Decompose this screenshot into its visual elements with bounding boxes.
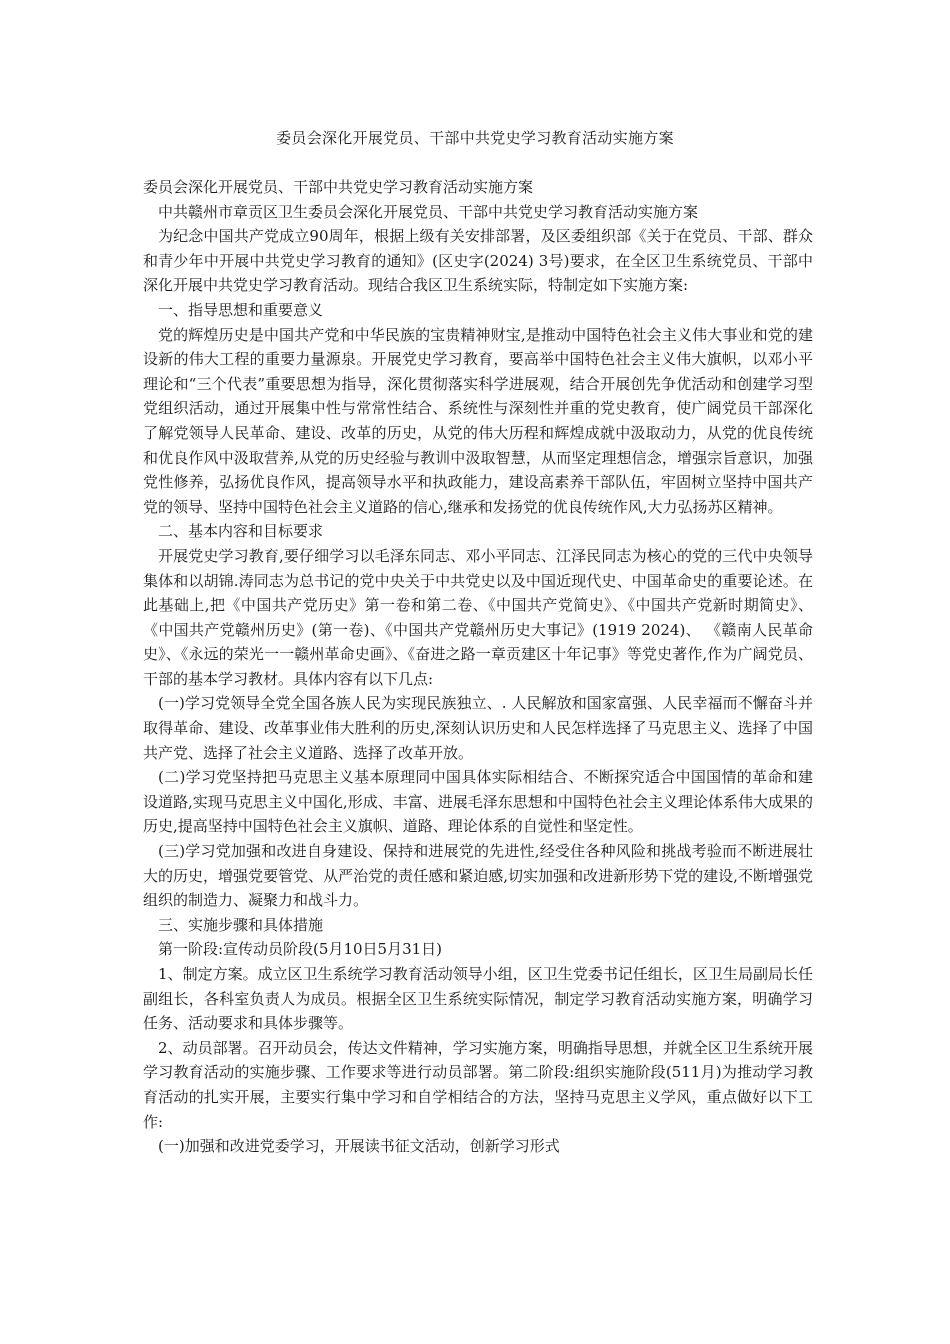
- paragraph-subheading: 中共赣州市章贡区卫生委员会深化开展党员、干部中共党史学习教育活动实施方案: [158, 202, 699, 221]
- section-heading-3: 三、实施步骤和具体措施: [158, 915, 324, 934]
- paragraph-step-2: 2、动员部署。召开动员会，传达文件精神，学习实施方案，明确指导思想，并就全区卫生系统开展学习教育活动的实施步骤、工作要求等进行动员部署。第二阶段:组织实施阶段(511月)为推动学习教育活动的扎实开展，主要实行集中学习和自学相结合的方法，坚持马克思主义学风，重点做好以下工作:: [143, 1038, 813, 1131]
- section-heading-2: 二、基本内容和目标要求: [158, 522, 324, 541]
- paragraph-item-3: (三)学习党加强和改进自身建设、保持和进展党的先进性,经受住各种风险和挑战考验而不断进展壮大的历史，增强党要管党、从严治党的责任感和紧迫感,切实加强和改进新形势下党的建设,不断增强党组织的制造力、凝聚力和战斗力。: [143, 842, 813, 910]
- paragraph-step-1: 1、制定方案。成立区卫生系统学习教育活动领导小组，区卫生党委书记任组长，区卫生局副局长任副组长，各科室负责人为成员。根据全区卫生系统实际情况，制定学习教育活动实施方案，明确学习任务、活动要求和具体步骤等。: [143, 965, 813, 1033]
- paragraph-heading: 委员会深化开展党员、干部中共党史学习教育活动实施方案: [143, 178, 534, 196]
- paragraph-item-2: (二)学习党坚持把马克思主义基本原理同中国具体实际相结合、不断探究适合中国国情的革命和建设道路,实现马克思主义中国化,形成、丰富、进展毛泽东思想和中国特色社会主义理论体系伟大成果的历史,提高坚持中国特色社会主义旗帜、道路、理论体系的自觉性和坚定性。: [143, 768, 813, 836]
- paragraph-guiding-ideology: 党的辉煌历史是中国共产党和中华民族的宝贵精神财宝,是推动中国特色社会主义伟大事业和党的建设新的伟大工程的重要力量源泉。开展党史学习教育，要高举中国特色社会主义伟大旗帜，以邓小平理论和“三个代表”重要思想为指导，深化贯彻落实科学进展观，结合开展创先争优活动和创建学习型党组织活动，通过开展集中性与常常性结合、系统性与深刻性并重的党史教育，使广阔党员干部深化了解党领导人民革命、建设、改革的历史，从党的伟大历程和辉煌成就中汲取动力，从党的优良传统和优良作风中汲取营养,从党的历史经验与教训中汲取智慧，从而坚定理想信念，增强宗旨意识，加强党性修养，弘扬优良作风，提高领导水平和执政能力，建设高素养干部队伍，牢固树立坚持中国共产党的领导、坚持中国特色社会主义道路的信心,继承和发扬党的优良传统作风,大力弘扬苏区精神。: [143, 325, 813, 516]
- paragraph-intro: 为纪念中国共产党成立90周年，根据上级有关安排部署，及区委组织部《关于在党员、干部、群众和青少年中开展中共党史学习教育的通知》(区史字(2024) 3号)要求，在全区卫生系统党员、干部中深化开展中共党史学习教育活动。现结合我区卫生系统实际，特制定如下实施方案:: [143, 227, 813, 295]
- section-heading-1: 一、指导思想和重要意义: [158, 300, 324, 319]
- paragraph-stage-1: 第一阶段:宣传动员阶段(5月10日5月31日): [158, 940, 443, 959]
- paragraph-basic-content: 开展党史学习教育,要仔细学习以毛泽东同志、邓小平同志、江泽民同志为核心的党的三代中央领导集体和以胡锦.涛同志为总书记的党中央关于中共党史以及中国近现代史、中国革命史的重要论述。在此基础上,把《中国共产党历史》第一卷和第二卷、《中国共产党简史》、《中国共产党新时期简史》、《中国共产党赣州历史》(第一卷)、《中国共产党赣州历史大事记》(1919 2024)、 《赣南人民革命史》、《永远的荣光一一赣州革命史画》、《奋进之路一章贡建区十年记事》等党史著作,作为广阔党员、干部的基本学习教材。具体内容有以下几点:: [143, 546, 813, 688]
- document-title: 委员会深化开展党员、干部中共党史学习教育活动实施方案: [276, 129, 674, 147]
- document-body: [143, 175, 813, 1159]
- paragraph-sub-item-1: (一)加强和改进党委学习，开展读书征文活动，创新学习形式: [158, 1137, 560, 1156]
- paragraph-item-1: (一)学习党领导全党全国各族人民为实现民族独立、. 人民解放和国家富强、人民幸福而不懈奋斗并取得革命、建设、改革事业伟大胜利的历史,深刻认识历史和人民怎样选择了马克思主义、选择了中国共产党、选择了社会主义道路、选择了改革开放。: [143, 694, 813, 762]
